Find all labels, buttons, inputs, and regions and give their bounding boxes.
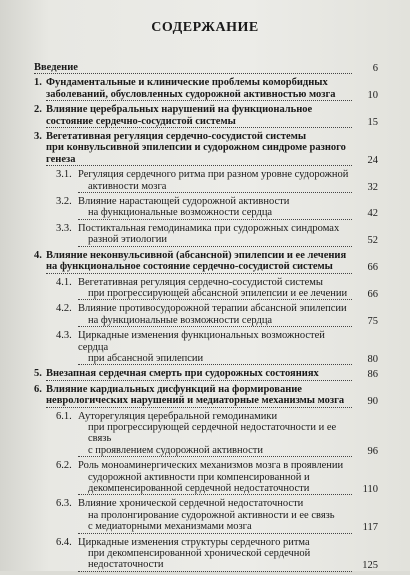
- toc-entry-line: Влияние кардиальных дисфункций на формирование: [46, 383, 302, 395]
- toc-page-number: 125: [362, 560, 378, 572]
- toc-chapter: [26, 368, 378, 380]
- toc-section: [26, 330, 378, 365]
- toc-entry-line: Влияние неконвульсивной (абсансной) эпилепсии и ее лечения: [46, 249, 347, 261]
- toc-entry-line: на функциональное состояние сердечно-сосудистой системы: [46, 261, 352, 273]
- toc-page-number: 15: [367, 116, 378, 128]
- toc-entry-line: Вегетативная регуляция сердечно-сосудистой системы: [46, 131, 307, 143]
- toc-chapter: [26, 62, 378, 74]
- toc-entry-number: 3.2.: [56, 196, 72, 208]
- toc-entry-number: 6.1.: [56, 410, 72, 422]
- toc-entry-line: Вегетативная регуляция сердечно-сосудистой системы: [78, 276, 323, 288]
- page-title: СОДЕРЖАНИЕ: [151, 20, 259, 35]
- toc-page-number: 66: [367, 262, 378, 274]
- toc-entry-number: 1.: [34, 77, 42, 89]
- toc-page-number: 42: [367, 208, 378, 220]
- toc-entry-line: при декомпенсированной хронической сердечной: [88, 548, 311, 560]
- toc-entry-title: [34, 104, 378, 128]
- toc-entry-line: Введение: [34, 62, 352, 74]
- toc-entry-title: [56, 537, 378, 572]
- toc-entry-line: Постиктальная гемодинамика при судорожных синдромах: [78, 222, 340, 234]
- toc-entry-line: Влияние церебральных нарушений на функциональное: [46, 104, 313, 116]
- toc-section: [26, 169, 378, 193]
- toc-entry-line: Регуляция сердечного ритма при разном уровне судорожной: [78, 169, 349, 181]
- toc-entry-line: Ауторегуляция церебральной гемодинамики: [78, 410, 278, 422]
- toc-entry-title: [34, 250, 378, 274]
- toc-entry-line: с проявлением судорожной активности: [78, 445, 352, 457]
- toc-entry-line: декомпенсированной сердечной недостаточности: [78, 483, 352, 495]
- toc-page-number: 66: [367, 288, 378, 300]
- toc-entry-line: недостаточности: [78, 559, 352, 571]
- toc-entry-line: заболеваний, обусловленных судорожной активностью мозга: [46, 89, 352, 101]
- toc-section: [26, 223, 378, 247]
- toc-entry-title: [56, 277, 378, 301]
- toc-page-number: 90: [367, 396, 378, 408]
- toc-entry-line: Влияние противосудорожной терапии абсансной эпилепсии: [78, 303, 347, 315]
- toc-chapter: [26, 384, 378, 408]
- toc-entry-line: при абсансной эпилепсии: [78, 353, 352, 365]
- toc-entry-number: 6.2.: [56, 460, 72, 472]
- toc-page-number: 6: [372, 63, 378, 74]
- toc-section: [26, 277, 378, 301]
- toc-entry-line: активности мозга: [78, 181, 352, 193]
- toc-page-number: 96: [367, 445, 378, 457]
- toc-page-number: 86: [367, 369, 378, 381]
- toc-page-number: 10: [367, 89, 378, 101]
- toc-entry-line: Внезапная сердечная смерть при судорожных состояниях: [46, 368, 352, 380]
- toc-entry-title: [56, 303, 378, 327]
- toc-chapter: [26, 104, 378, 128]
- toc-entry-number: 4.3.: [56, 330, 72, 342]
- toc-entry-line: судорожной активности при компенсированной и: [88, 471, 310, 483]
- toc-entry-title: [34, 368, 378, 380]
- toc-entry-line: на функциональные возможности сердца: [78, 315, 352, 327]
- toc-entry-title: [56, 169, 378, 193]
- toc-page-number: 80: [367, 353, 378, 365]
- toc-entry-line: на пролонгирование судорожной активности и ее связь: [88, 509, 335, 521]
- toc-page-number: 117: [362, 522, 378, 534]
- toc-entry-line: Циркадные изменения структуры сердечного ритма: [78, 536, 310, 548]
- toc-section: [26, 460, 378, 495]
- toc-entry-number: 6.: [34, 383, 42, 395]
- toc-section: [26, 411, 378, 458]
- toc-entry-number: 6.3.: [56, 498, 72, 510]
- toc-entry-title: [56, 196, 378, 220]
- toc-entry-number: 4.2.: [56, 303, 72, 315]
- toc-entry-line: при конвульсивной эпилепсии и судорожном синдроме разного: [46, 142, 346, 154]
- toc-entry-line: при прогрессирующей сердечной недостаточности и ее связь: [88, 421, 337, 445]
- toc-entry-title: [34, 131, 378, 166]
- toc-entry-line: Фундаментальные и клинические проблемы коморбидных: [46, 77, 328, 89]
- toc-entry-number: 6.4.: [56, 536, 72, 548]
- toc-entry-line: неврологических нарушений и медиаторные механизмы мозга: [46, 395, 352, 407]
- toc-entry-title: [34, 62, 378, 74]
- toc-page-number: 110: [362, 484, 378, 495]
- toc-entry-title: [56, 330, 378, 365]
- toc-section: [26, 537, 378, 572]
- toc-entry-number: 5.: [34, 368, 42, 380]
- toc-entry-line: генеза: [46, 154, 352, 166]
- toc-chapter: [26, 77, 378, 101]
- toc-entry-title: [56, 411, 378, 458]
- toc-entry-title: [56, 460, 378, 495]
- toc-entry-number: 3.3.: [56, 222, 72, 234]
- toc-page-number: 32: [367, 181, 378, 193]
- toc-chapter: [26, 131, 378, 166]
- toc-entry-line: Роль моноаминергических механизмов мозга в проявлении: [78, 460, 344, 472]
- toc-entry-line: состояние сердечно-сосудистой системы: [46, 116, 352, 128]
- toc-section: [26, 303, 378, 327]
- toc-entry-number: 4.1.: [56, 276, 72, 288]
- toc-page-number: 24: [367, 154, 378, 166]
- toc-entry-line: с медиаторными механизмами мозга: [78, 521, 352, 533]
- toc-entry-number: 3.: [34, 131, 42, 143]
- toc-entry-title: [56, 223, 378, 247]
- toc-section: [26, 498, 378, 533]
- toc-page-number: 52: [367, 235, 378, 247]
- toc-entry-title: [34, 77, 378, 101]
- table-of-contents: [26, 62, 378, 575]
- toc-entry-line: на функциональные возможности сердца: [78, 207, 352, 219]
- toc-entry-title: [34, 384, 378, 408]
- toc-entry-line: Влияние хронической сердечной недостаточности: [78, 498, 304, 510]
- toc-chapter: [26, 250, 378, 274]
- toc-entry-number: 2.: [34, 104, 42, 116]
- toc-page-number: 75: [367, 315, 378, 327]
- toc-entry-line: Циркадные изменения функциональных возможностей сердца: [78, 330, 325, 353]
- toc-entry-number: 4.: [34, 249, 42, 261]
- toc-entry-title: [56, 498, 378, 533]
- toc-entry-number: 3.1.: [56, 169, 72, 181]
- toc-entry-line: при прогрессирующей абсансной эпилепсии и ее лечении: [78, 288, 352, 300]
- toc-entry-line: Влияние нарастающей судорожной активности: [78, 196, 290, 208]
- toc-section: [26, 196, 378, 220]
- toc-entry-line: разной этиологии: [78, 234, 352, 246]
